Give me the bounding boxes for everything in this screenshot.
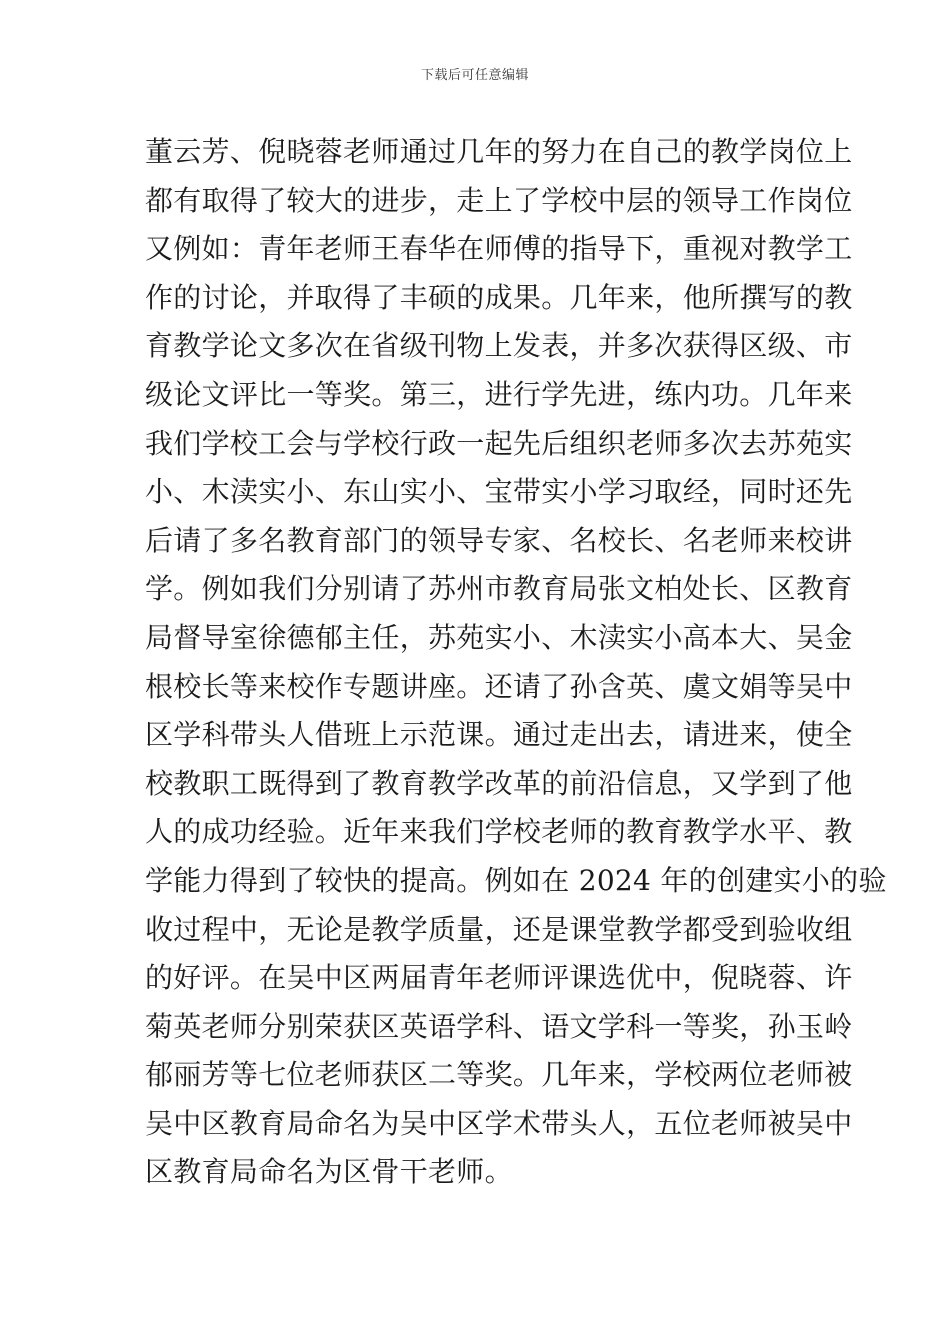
text-line: 作的讨论，并取得了丰硕的成果。几年来，他所撰写的教 [145, 280, 853, 314]
text-line: 人的成功经验。近年来我们学校老师的教育教学水平、教 [145, 815, 853, 849]
text-line: 收过程中，无论是教学质量，还是课堂教学都受到验收组 [145, 912, 853, 946]
text-line: 根校长等来校作专题讲座。还请了孙含英、虞文娟等吴中 [145, 669, 853, 703]
text-line: 区教育局命名为区骨干老师。 [145, 1155, 513, 1189]
text-line: 又例如：青年老师王春华在师傅的指导下，重视对教学工 [145, 232, 853, 266]
text-line: 学能力得到了较快的提高。例如在 2024 年的创建实小的验 [145, 863, 887, 897]
text-line: 的好评。在吴中区两届青年老师评课选优中，倪晓蓉、许 [145, 961, 853, 995]
text-line: 级论文评比一等奖。第三，进行学先进，练内功。几年来 [145, 377, 853, 411]
text-line: 董云芳、倪晓蓉老师通过几年的努力在自己的教学岗位上 [145, 135, 853, 168]
text-line: 郁丽芳等七位老师获区二等奖。几年来，学校两位老师被 [145, 1058, 853, 1092]
document-body [145, 128, 887, 1197]
text-line: 育教学论文多次在省级刊物上发表，并多次获得区级、市 [145, 329, 853, 363]
text-line: 小、木渎实小、东山实小、宝带实小学习取经，同时还先 [145, 475, 853, 509]
text-line: 后请了多名教育部门的领导专家、名校长、名老师来校讲 [145, 523, 853, 557]
text-line: 菊英老师分别荣获区英语学科、语文学科一等奖，孙玉岭 [145, 1009, 853, 1043]
text-line: 都有取得了较大的进步，走上了学校中层的领导工作岗位 [145, 183, 853, 217]
text-line: 校教职工既得到了教育教学改革的前沿信息，又学到了他 [145, 766, 853, 800]
text-line: 学。例如我们分别请了苏州市教育局张文柏处长、区教育 [145, 572, 853, 606]
text-line: 我们学校工会与学校行政一起先后组织老师多次去苏苑实 [145, 426, 853, 460]
text-line: 区学科带头人借班上示范课。通过走出去，请进来，使全 [145, 718, 853, 752]
text-line: 局督导室徐德郁主任，苏苑实小、木渎实小高本大、吴金 [145, 620, 853, 654]
text-line: 吴中区教育局命名为吴中区学术带头人，五位老师被吴中 [145, 1106, 853, 1140]
page-header-note: 下载后可任意编辑 [420, 68, 529, 83]
